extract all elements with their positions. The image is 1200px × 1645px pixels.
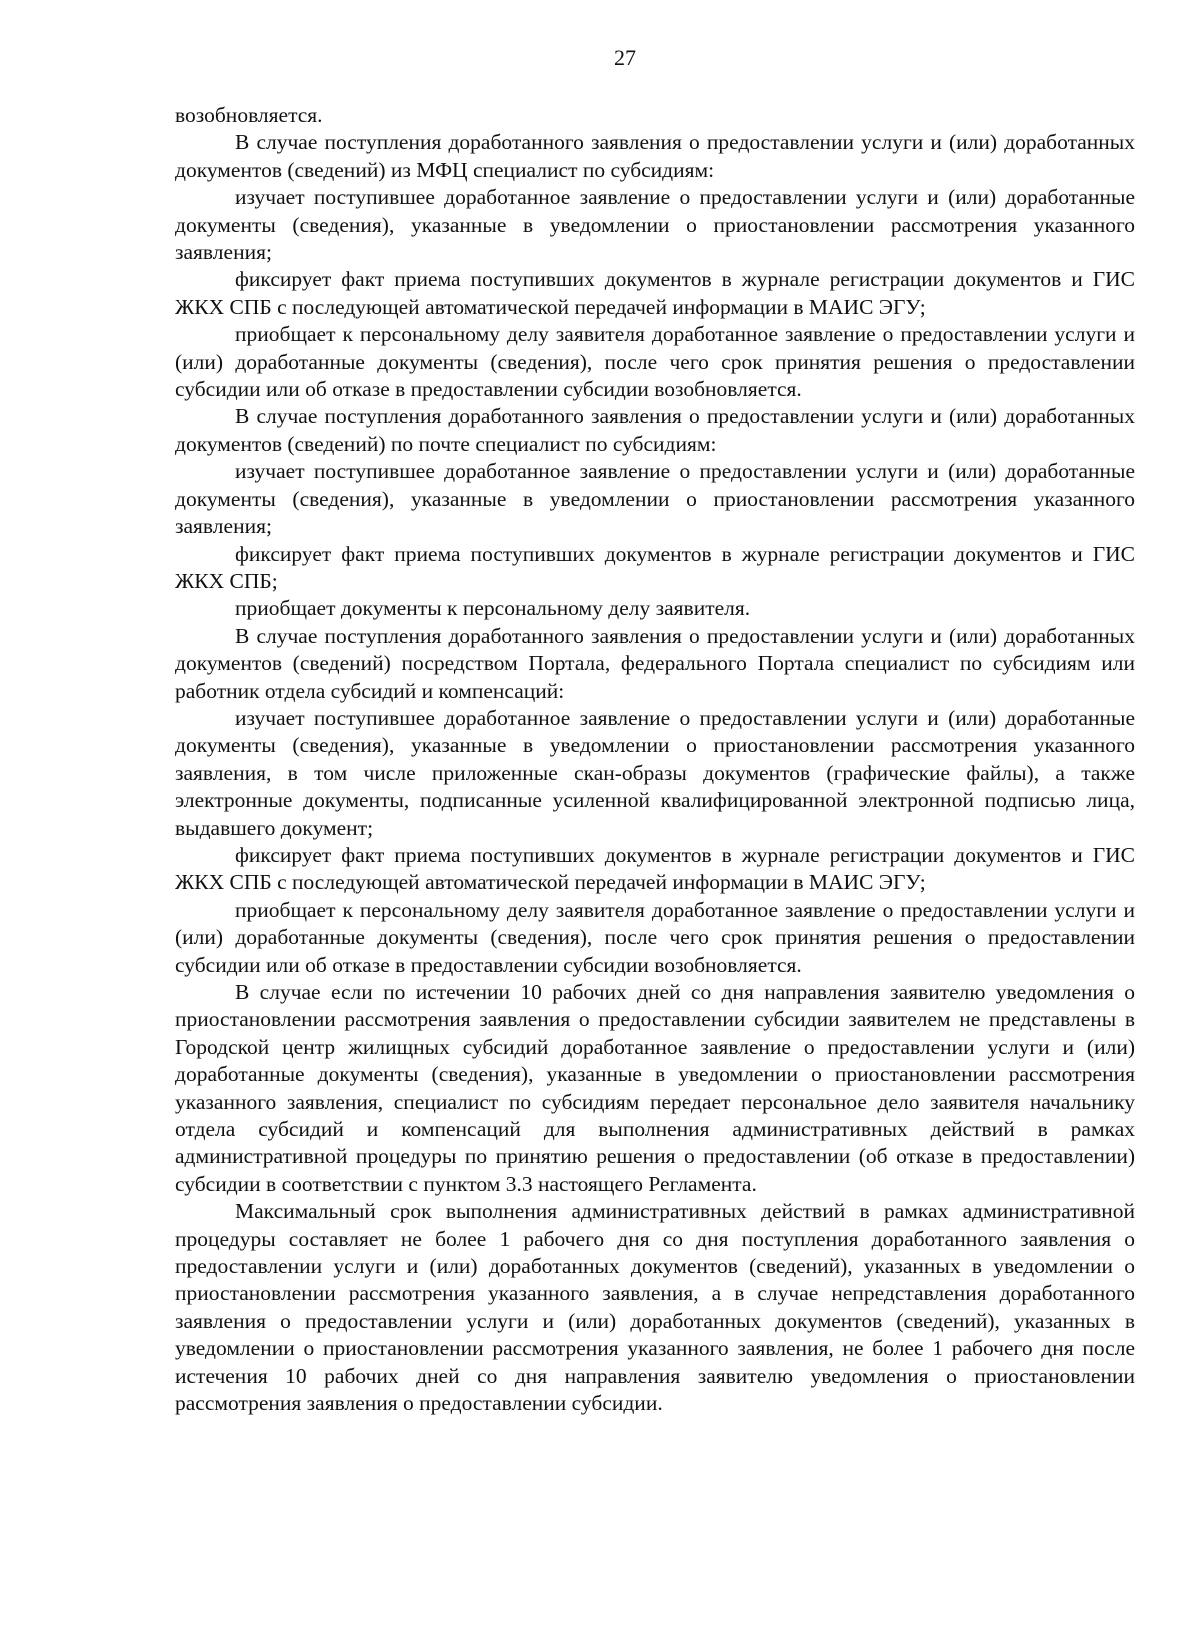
paragraph: приобщает документы к персональному делу заявителя. (235, 596, 751, 621)
paragraph: В случае поступления доработанного заявления о предоставлении услуги и (или) доработанных документов (сведений) из МФЦ специалист по субсидиям: (175, 130, 1135, 182)
paragraph: фиксирует факт приема поступивших документов в журнале регистрации документов и ГИС ЖКХ СПБ с последующей автоматической передачей информации в МАИС ЭГУ; (175, 842, 1135, 895)
paragraph: В случае если по истечении 10 рабочих дней со дня направления заявителю уведомления о приостановлении рассмотрения заявления о предоставлении субсидии заявителем не представлены в Городской центр жилищных субсидий доработанное заявление о предоставлении услуги и (или) доработанные документы (сведения), указанные в уведомлении о приостановлении рассмотрения указанного заявления, специалист по субсидиям передает персональное дело заявителя начальнику отдела субсидий и компенсаций для выполнения административных действий в рамках административной процедуры по принятию решения о предоставлении (об отказе в предоставлении) субсидии в соответствии с пунктом 3.3 настоящего Регламента. (175, 980, 1135, 1196)
paragraph: изучает поступившее доработанное заявление о предоставлении услуги и (или) доработанные документы (сведения), указанные в уведомлении о приостановлении рассмотрения указанного заявления; (175, 459, 1135, 539)
paragraph: В случае поступления доработанного заявления о предоставлении услуги и (или) доработанных документов (сведений) посредством Портала, федерального Портала специалист по субсидиям или работник отдела субсидий и компенсаций: (175, 623, 1135, 703)
paragraph: изучает поступившее доработанное заявление о предоставлении услуги и (или) доработанные документы (сведения), указанные в уведомлении о приостановлении рассмотрения указанного заявления, в том числе приложенные скан-образы документов (графические файлы), а также электронные документы, подписанные усиленной квалифицированной электронной подписью лица, выдавшего документ; (175, 705, 1135, 840)
paragraph: изучает поступившее доработанное заявление о предоставлении услуги и (или) доработанные документы (сведения), указанные в уведомлении о приостановлении рассмотрения указанного заявления; (175, 185, 1135, 265)
page-number: 27 (614, 45, 636, 70)
paragraph: Максимальный срок выполнения административных действий в рамках административной процедуры составляет не более 1 рабочего дня со дня поступления доработанного заявления о предоставлении услуги и (или) доработанных документов (сведений), указанных в уведомлении о приостановлении рассмотрения указанного заявления, а в случае непредставления доработанного заявления о предоставлении услуги и (или) доработанных документов (сведений), указанных в уведомлении о приостановлении рассмотрения указанного заявления, не более 1 рабочего дня после истечения 10 рабочих дней со дня направления заявителю уведомления о приостановлении рассмотрения заявления о предоставлении субсидии. (175, 1199, 1135, 1416)
paragraph: приобщает к персональному делу заявителя доработанное заявление о предоставлении услуги и (или) доработанные документы (сведения), после чего срок принятия решения о предоставлении субсидии или об отказе в предоставлении субсидии возобновляется. (175, 897, 1135, 977)
paragraph: фиксирует факт приема поступивших документов в журнале регистрации документов и ГИС ЖКХ СПБ; (175, 541, 1135, 593)
paragraph: приобщает к персональному делу заявителя доработанное заявление о предоставлении услуги и (или) доработанные документы (сведения), после чего срок принятия решения о предоставлении субсидии или об отказе в предоставлении субсидии возобновляется. (175, 322, 1135, 402)
paragraph: В случае поступления доработанного заявления о предоставлении услуги и (или) доработанных документов (сведений) по почте специалист по субсидиям: (175, 404, 1135, 456)
paragraph: возобновляется. (175, 103, 323, 127)
document-body (175, 102, 1135, 1418)
paragraph: фиксирует факт приема поступивших документов в журнале регистрации документов и ГИС ЖКХ СПБ с последующей автоматической передачей информации в МАИС ЭГУ; (175, 267, 1135, 319)
